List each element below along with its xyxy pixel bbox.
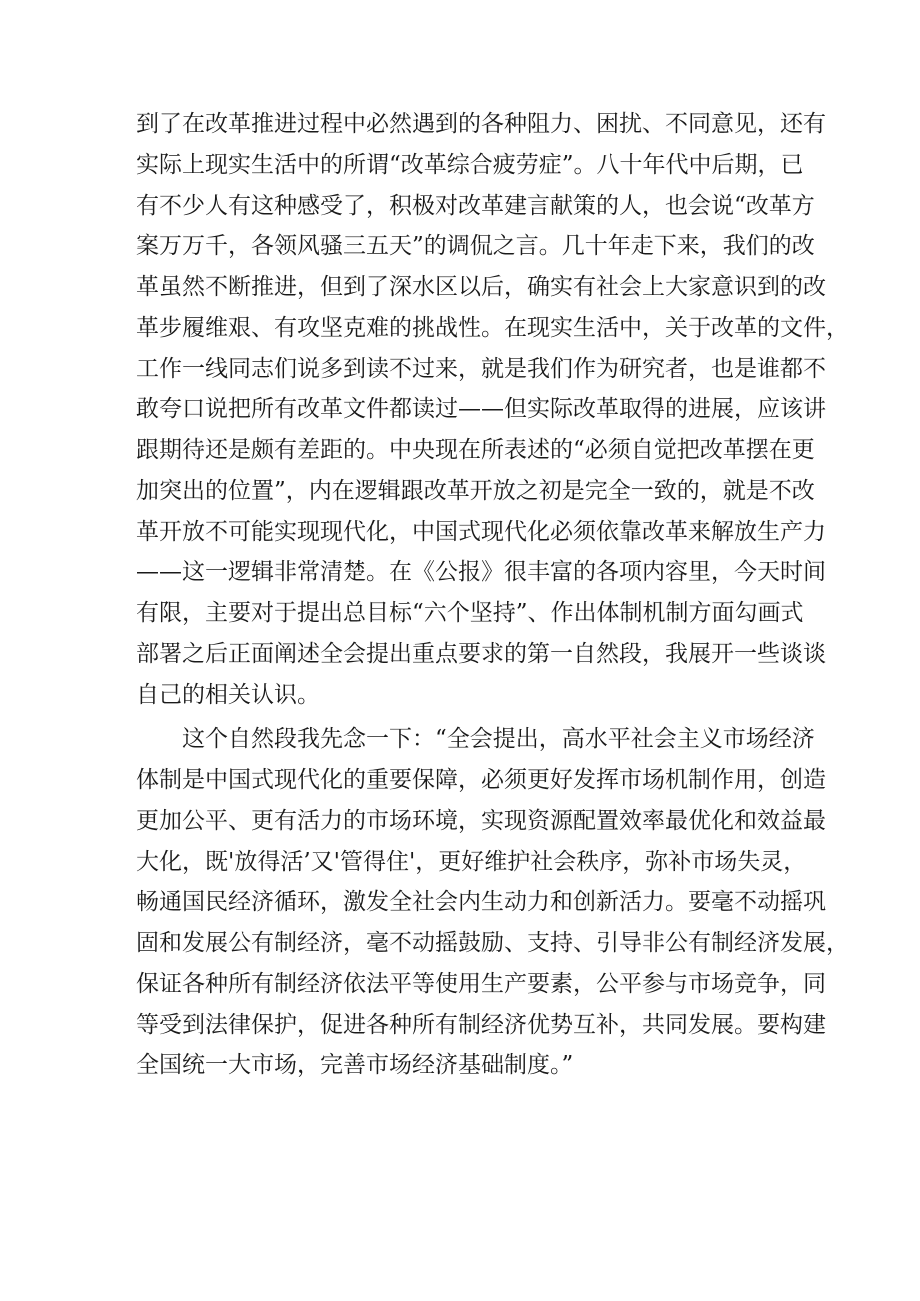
text-line: 案万万千，各领风骚三五天”的调侃之言。几十年走下来，我们的改 <box>136 233 815 260</box>
paragraph-1 <box>136 104 849 715</box>
text-line: 工作一线同志们说多到读不过来，就是我们作为研究者，也是谁都不 <box>136 355 826 382</box>
text-line: 体制是中国式现代化的重要保障，必须更好发挥市场机制作用，创造 <box>136 767 826 793</box>
text-line: 畅通国民经济循环，激发全社会内生动力和创新活力。要毫不动摇巩 <box>136 889 826 916</box>
text-line: 到了在改革推进过程中必然遇到的各种阻力、困扰、不同意见，还有 <box>136 111 826 137</box>
text-line: 实际上现实生活中的所谓“改革综合疲劳症”。八十年代中后期，已 <box>136 151 804 178</box>
body-text <box>136 104 849 1086</box>
text-line: ——这一逻辑非常清楚。在《公报》很丰富的各项内容里，今天时间 <box>136 559 826 586</box>
paragraph-2 <box>136 719 849 1086</box>
text-line: 等受到法律保护，促进各种所有制经济优势互补，共同发展。要构建 <box>136 1011 826 1038</box>
text-line: 革开放不可能实现现代化，中国式现代化必须依靠改革来解放生产力 <box>136 518 826 545</box>
text-line: 部署之后正面阐述全会提出重点要求的第一自然段，我展开一些谈谈 <box>136 640 826 667</box>
text-line: 自己的相关认识。 <box>136 681 320 708</box>
text-line: 革步履维艰、有攻坚克难的挑战性。在现实生活中，关于改革的文件， <box>136 314 849 341</box>
text-line: 加突出的位置”，内在逻辑跟改革开放之初是完全一致的，就是不改 <box>136 477 815 504</box>
text-line: 这个自然段我先念一下：“全会提出，高水平社会主义市场经济 <box>136 726 815 753</box>
text-line: 有限，主要对于提出总目标“六个坚持”、作出体制机制方面勾画式 <box>136 600 804 626</box>
text-line: 大化，既'放得活’又'管得住'，更好维护社会秩序，弥补市场失灵， <box>136 848 807 875</box>
text-line: 有不少人有这种感受了，积极对改革建言献策的人，也会说“改革方 <box>136 192 815 219</box>
text-line: 更加公平、更有活力的市场环境，实现资源配置效率最优化和效益最 <box>136 807 826 834</box>
text-line: 敢夸口说把所有改革文件都读过——但实际改革取得的进展，应该讲 <box>136 396 826 423</box>
text-line: 跟期待还是颇有差距的。中央现在所表述的“必须自觉把改革摆在更 <box>136 437 815 463</box>
text-line: 固和发展公有制经济，毫不动摇鼓励、支持、引导非公有制经济发展， <box>136 930 849 956</box>
text-line: 全国统一大市场，完善市场经济基础制度。” <box>136 1052 574 1079</box>
text-line: 革虽然不断推进，但到了深水区以后，确实有社会上大家意识到的改 <box>136 274 826 300</box>
text-line: 保证各种所有制经济依法平等使用生产要素，公平参与市场竞争，同 <box>136 970 826 997</box>
